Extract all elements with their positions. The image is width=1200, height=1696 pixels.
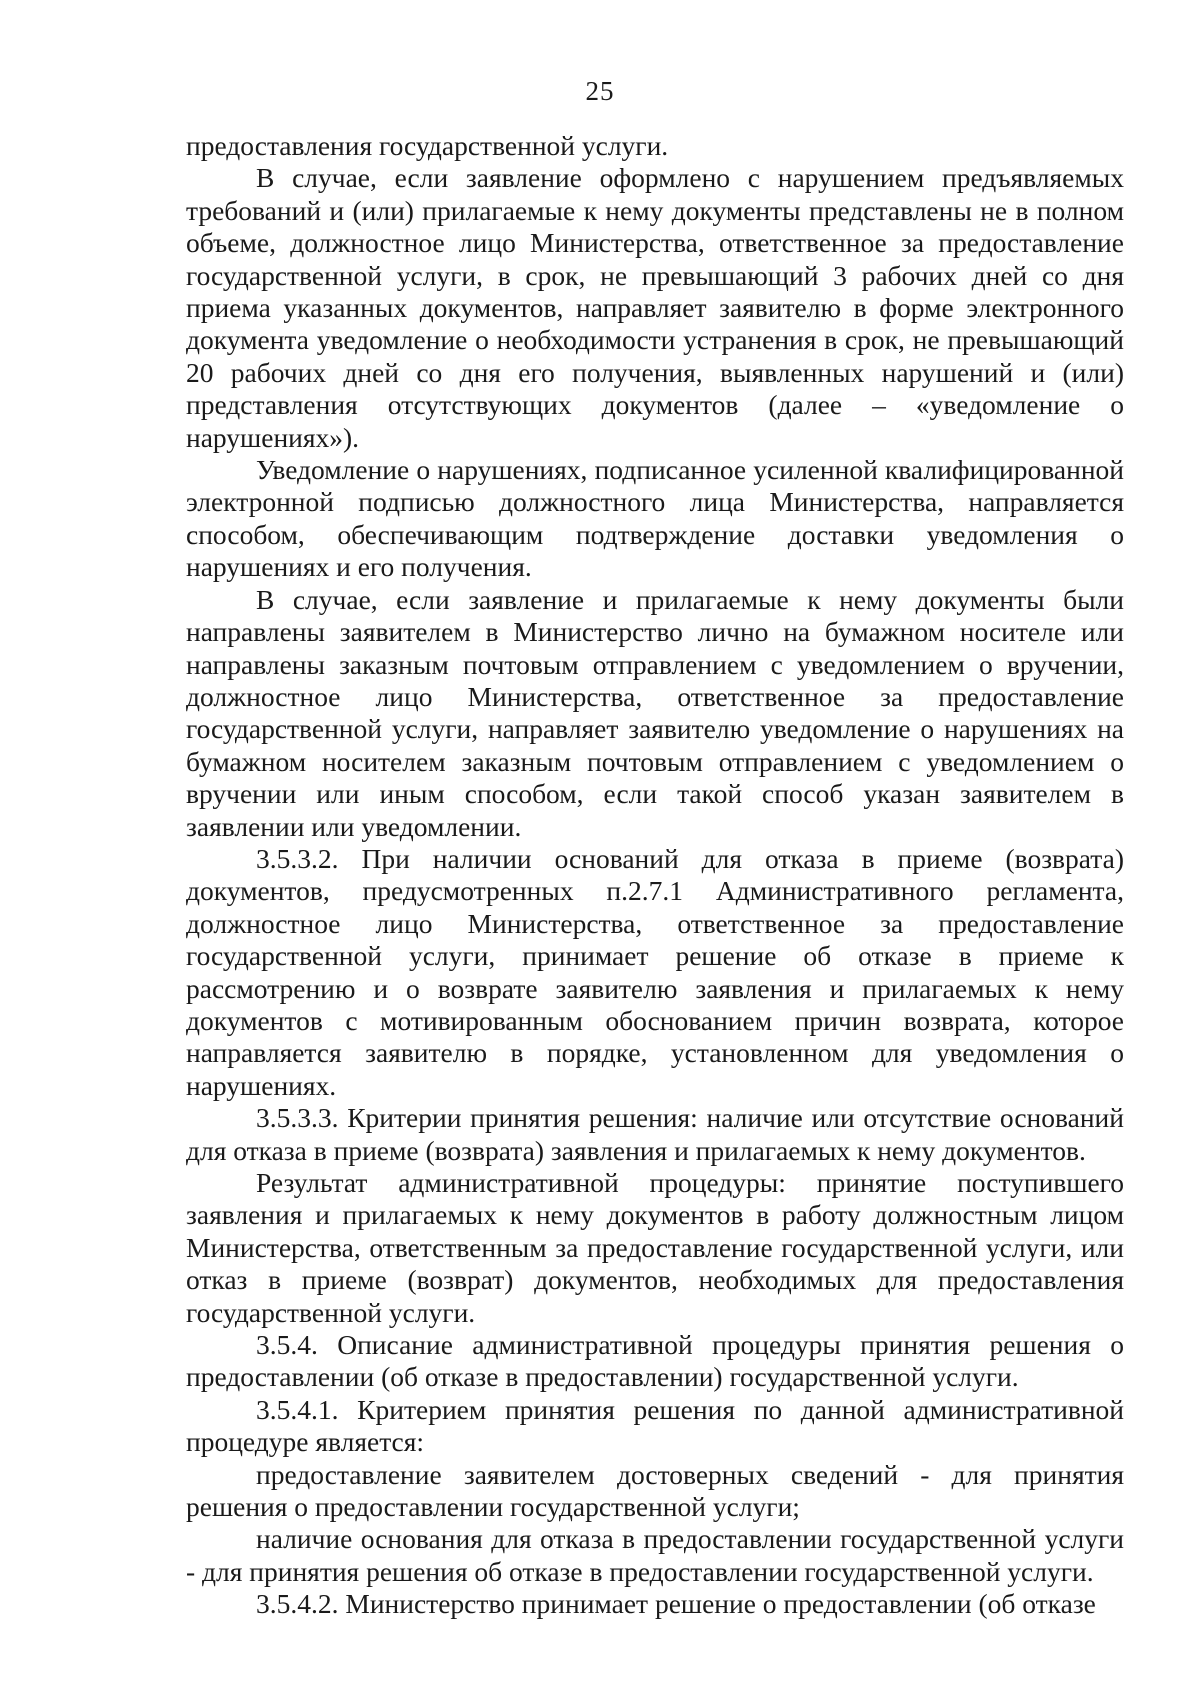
paragraph-12: 3.5.4.2. Министерство принимает решение о предоставлении (об отказе <box>256 1588 1096 1620</box>
paragraph-10: предоставление заявителем достоверных сведений - для принятия решения о предоставлении государственной услуги; <box>186 1458 1124 1523</box>
paragraph-7: Результат административной процедуры: принятие поступившего заявления и прилагаемых к нему документов в работу должностным лицом Министерства, ответственным за предоставление государственной услуги, или отказ в приеме (возврат) документов, необходимых для предоставления государственной услуги. <box>186 1167 1124 1328</box>
paragraph-11: наличие основания для отказа в предоставлении государственной услуги - для принятия решения об отказе в предоставлении государственной услуги. <box>186 1523 1124 1587</box>
paragraph-6: 3.5.3.3. Критерии принятия решения: наличие или отсутствие оснований для отказа в приеме (возврата) заявления и прилагаемых к нему документов. <box>186 1102 1124 1166</box>
paragraph-1: предоставления государственной услуги. <box>186 130 669 161</box>
paragraph-3: Уведомление о нарушениях, подписанное усиленной квалифицированной электронной подписью должностного лица Министерства, направляется способом, обеспечивающим подтверждение доставки уведомления о нарушениях и его получения. <box>186 454 1124 583</box>
paragraph-5: 3.5.3.2. При наличии оснований для отказа в приеме (возврата) документов, предусмотренных п.2.7.1 Административного регламента, должностное лицо Министерства, ответственное за предоставление государственной услуги, принимает решение об отказе в приеме к рассмотрению и о возврате заявителю заявления и прилагаемых к нему документов с мотивированным обоснованием причин возврата, которое направляется заявителю в порядке, установленном для уведомления о нарушениях. <box>186 842 1124 1101</box>
paragraph-4: В случае, если заявление и прилагаемые к нему документы были направлены заявителем в Министерство лично на бумажном носителе или направлены заказным почтовым отправлением с уведомлением о вручении, должностное лицо Министерства, ответственное за предоставление государственной услуги, направляет заявителю уведомление о нарушениях на бумажном носителем заказным почтовым отправлением с уведомлением о вручении или иным способом, если такой способ указан заявителем в заявлении или уведомлении. <box>186 583 1124 842</box>
page-number: 25 <box>585 76 615 106</box>
document-body <box>186 130 1124 1621</box>
paragraph-8: 3.5.4. Описание административной процедуры принятия решения о предоставлении (об отказе в предоставлении) государственной услуги. <box>186 1329 1124 1393</box>
paragraph-9: 3.5.4.1. Критерием принятия решения по данной административной процедуре является: <box>186 1393 1124 1458</box>
paragraph-2: В случае, если заявление оформлено с нарушением предъявляемых требований и (или) прилагаемые к нему документы представлены не в полном объеме, должностное лицо Министерства, ответственное за предоставление государственной услуги, в срок, не превышающий 3 рабочих дней со дня приема указанных документов, направляет заявителю в форме электронного документа уведомление о необходимости устранения в срок, не превышающий 20 рабочих дней со дня его получения, выявленных нарушений и (или) представления отсутствующих документов (далее – «уведомление о нарушениях»). <box>186 162 1124 453</box>
